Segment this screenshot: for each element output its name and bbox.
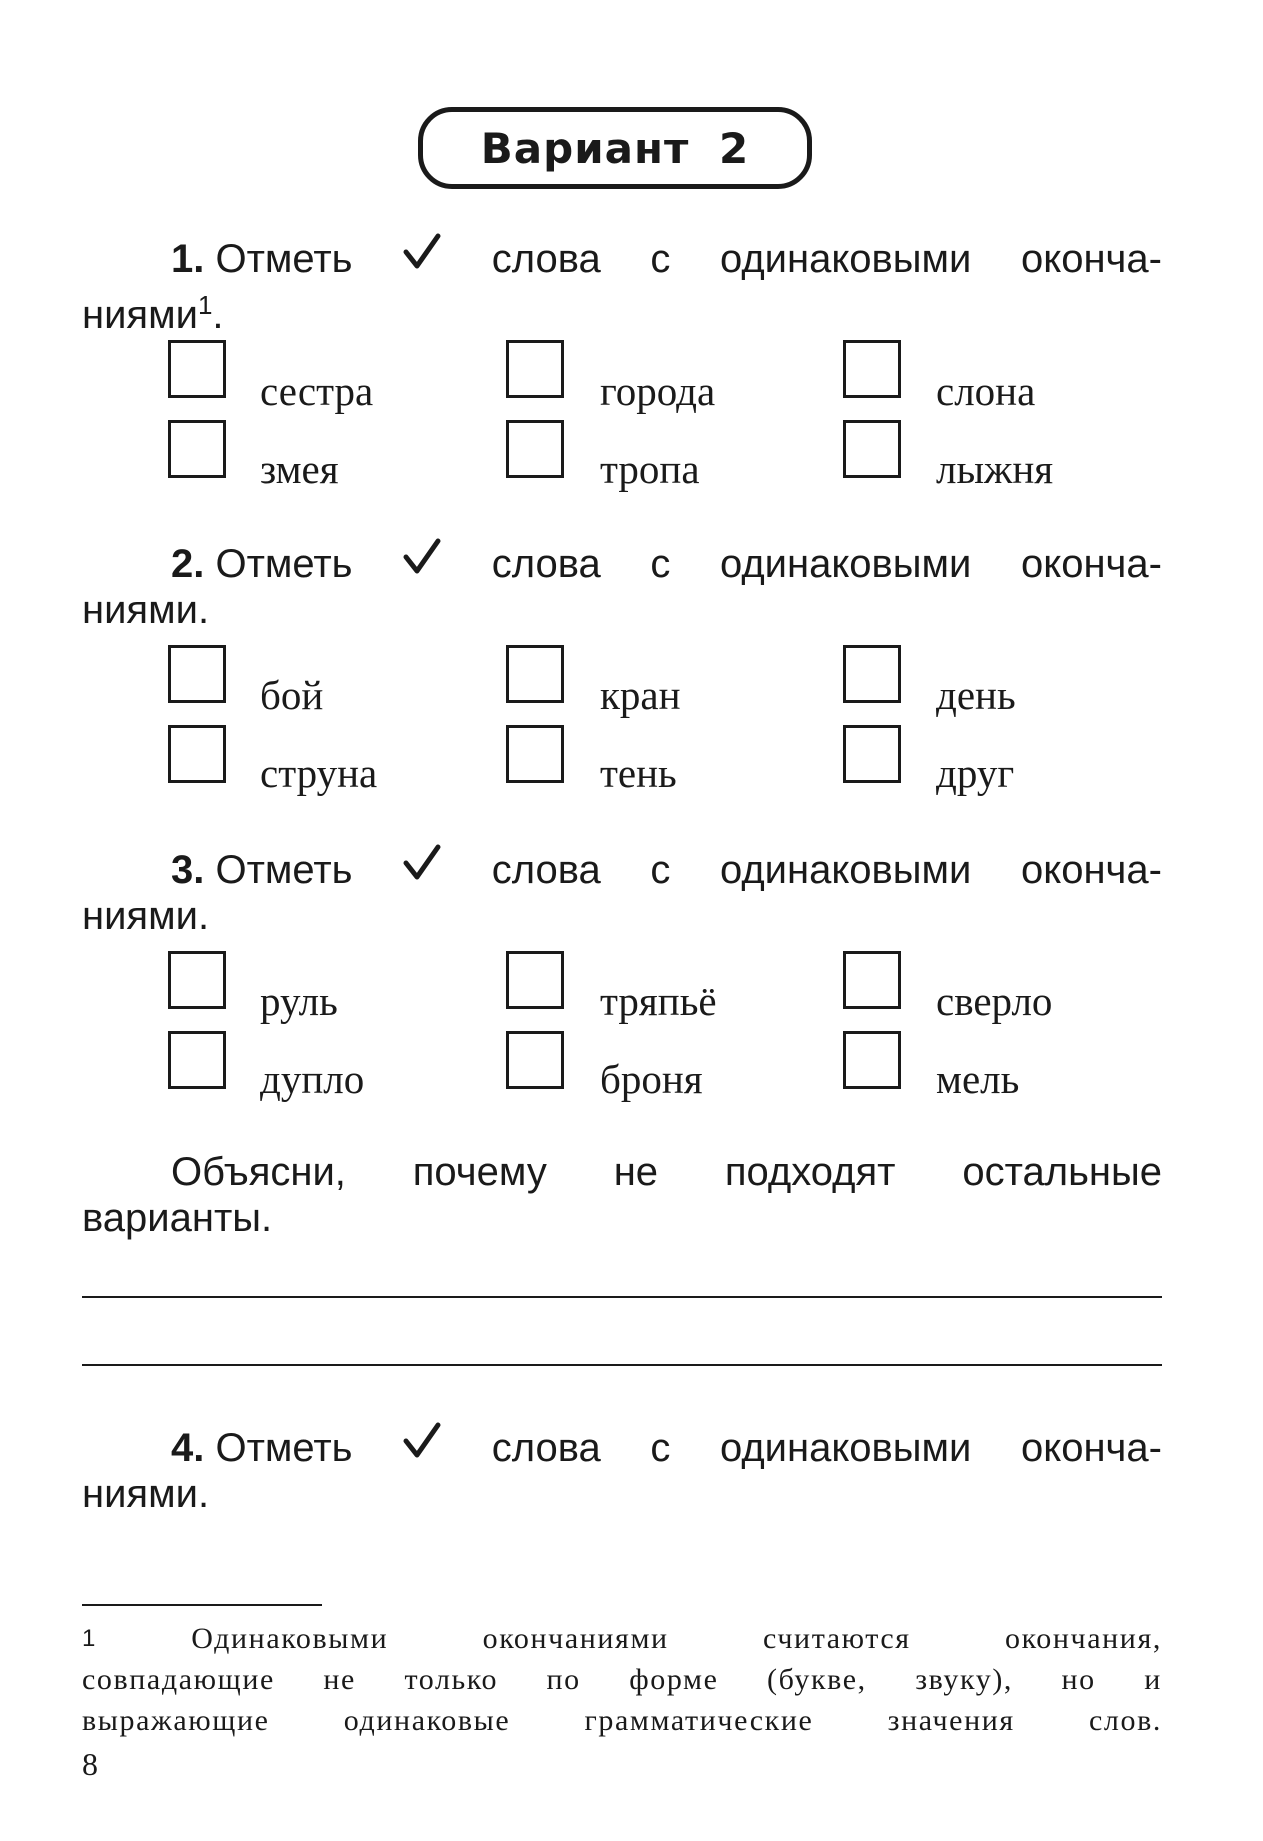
option-label: струна xyxy=(260,750,378,796)
footnote-marker: 1 xyxy=(82,1625,97,1652)
checkbox-goroda[interactable] xyxy=(506,340,564,398)
checkbox-kran[interactable] xyxy=(506,645,564,703)
variant-title-box xyxy=(418,107,812,189)
task-2-line-1 xyxy=(82,537,1162,587)
task-3-line-1 xyxy=(82,843,1162,893)
task-4-word: одинаковыми xyxy=(719,1426,972,1470)
footnote-rule xyxy=(82,1604,322,1606)
explain-word: подходят xyxy=(724,1150,896,1194)
option-label: мель xyxy=(936,1056,1020,1102)
checkbox-rul[interactable] xyxy=(168,951,226,1009)
task-2 xyxy=(82,537,1162,633)
checkbox-tropa[interactable] xyxy=(506,420,564,478)
task-4 xyxy=(82,1421,1162,1517)
task-1-word: с xyxy=(650,237,671,281)
task-2-word: оконча- xyxy=(1021,542,1162,586)
checkbox-sverlo[interactable] xyxy=(843,951,901,1009)
task-1-word: оконча- xyxy=(1021,237,1162,281)
option-label: змея xyxy=(260,446,339,492)
task-2-word: слова xyxy=(491,542,601,586)
checkbox-mel[interactable] xyxy=(843,1031,901,1089)
checkmark-icon xyxy=(402,537,442,577)
option-label: тряпьё xyxy=(600,978,717,1024)
footnote-line-1: 1 Одинаковыми окончаниями считаются окончания, xyxy=(82,1618,1162,1659)
task-4-number: 4. xyxy=(171,1426,205,1470)
checkbox-zmeya[interactable] xyxy=(168,420,226,478)
checkmark-icon xyxy=(402,843,442,883)
answer-line[interactable] xyxy=(82,1364,1162,1366)
checkbox-ten[interactable] xyxy=(506,725,564,783)
option-label: слона xyxy=(936,368,1036,414)
task-1-word: одинаковыми xyxy=(719,237,972,281)
footnote xyxy=(82,1618,1162,1741)
task-3-word: Отметь xyxy=(215,848,353,892)
task-1 xyxy=(82,232,1162,338)
task-4-word: оконча- xyxy=(1021,1426,1162,1470)
option-label: дупло xyxy=(260,1056,365,1102)
explain-prompt xyxy=(82,1149,1162,1241)
option-label: сестра xyxy=(260,368,374,414)
task-2-number: 2. xyxy=(171,542,205,586)
footnote-ref: 1 xyxy=(197,290,213,320)
explain-word: Объясни, xyxy=(171,1150,346,1194)
task-1-word: Отметь xyxy=(215,237,353,281)
option-label: тропа xyxy=(600,446,700,492)
option-label: руль xyxy=(260,978,338,1024)
task-4-line-2: ниями. xyxy=(82,1472,210,1516)
task-4-word: слова xyxy=(491,1426,601,1470)
checkbox-lyzhnya[interactable] xyxy=(843,420,901,478)
task-4-word: Отметь xyxy=(215,1426,353,1470)
checkbox-struna[interactable] xyxy=(168,725,226,783)
explain-word: не xyxy=(613,1150,659,1194)
task-4-word: с xyxy=(650,1426,671,1470)
checkmark-icon xyxy=(402,1421,442,1461)
task-3-word: оконча- xyxy=(1021,848,1162,892)
task-1-word: слова xyxy=(491,237,601,281)
checkmark-icon xyxy=(402,232,442,272)
checkbox-boy[interactable] xyxy=(168,645,226,703)
task-3-word: с xyxy=(650,848,671,892)
page-number: 8 xyxy=(82,1746,98,1782)
option-label: бой xyxy=(260,672,324,718)
footnote-line-2: совпадающие не только по форме (букве, звуку), но и xyxy=(82,1663,1162,1696)
answer-line[interactable] xyxy=(82,1296,1162,1298)
checkbox-sestra[interactable] xyxy=(168,340,226,398)
option-label: кран xyxy=(600,672,681,718)
task-1-line-2: ниями$^1$. xyxy=(82,290,224,337)
task-2-line-2: ниями. xyxy=(82,588,210,632)
option-label: день xyxy=(936,672,1016,718)
task-1-line-1 xyxy=(82,232,1162,282)
footnote-line-3: выражающие одинаковые грамматические значения слов. xyxy=(82,1704,1162,1737)
explain-line-2: варианты. xyxy=(82,1196,273,1240)
explain-word: почему xyxy=(412,1150,547,1194)
explain-word: остальные xyxy=(962,1150,1162,1194)
option-label: города xyxy=(600,368,716,414)
task-3-word: слова xyxy=(491,848,601,892)
checkbox-tryapyo[interactable] xyxy=(506,951,564,1009)
checkbox-slona[interactable] xyxy=(843,340,901,398)
task-2-word: одинаковыми xyxy=(719,542,972,586)
option-label: броня xyxy=(600,1056,703,1102)
variant-title: Вариант 2 xyxy=(480,123,750,173)
explain-line-1 xyxy=(82,1149,1162,1195)
checkbox-bronya[interactable] xyxy=(506,1031,564,1089)
task-3-line-2: ниями. xyxy=(82,894,210,938)
task-3-word: одинаковыми xyxy=(719,848,972,892)
task-4-line-1 xyxy=(82,1421,1162,1471)
checkbox-den[interactable] xyxy=(843,645,901,703)
task-3 xyxy=(82,843,1162,939)
option-label: друг xyxy=(936,750,1015,796)
task-2-word: Отметь xyxy=(215,542,353,586)
task-1-number: 1. xyxy=(171,237,205,281)
checkbox-duplo[interactable] xyxy=(168,1031,226,1089)
checkbox-drug[interactable] xyxy=(843,725,901,783)
option-label: лыжня xyxy=(936,446,1054,492)
task-2-word: с xyxy=(650,542,671,586)
option-label: тень xyxy=(600,750,677,796)
task-3-number: 3. xyxy=(171,848,205,892)
option-label: сверло xyxy=(936,978,1053,1024)
